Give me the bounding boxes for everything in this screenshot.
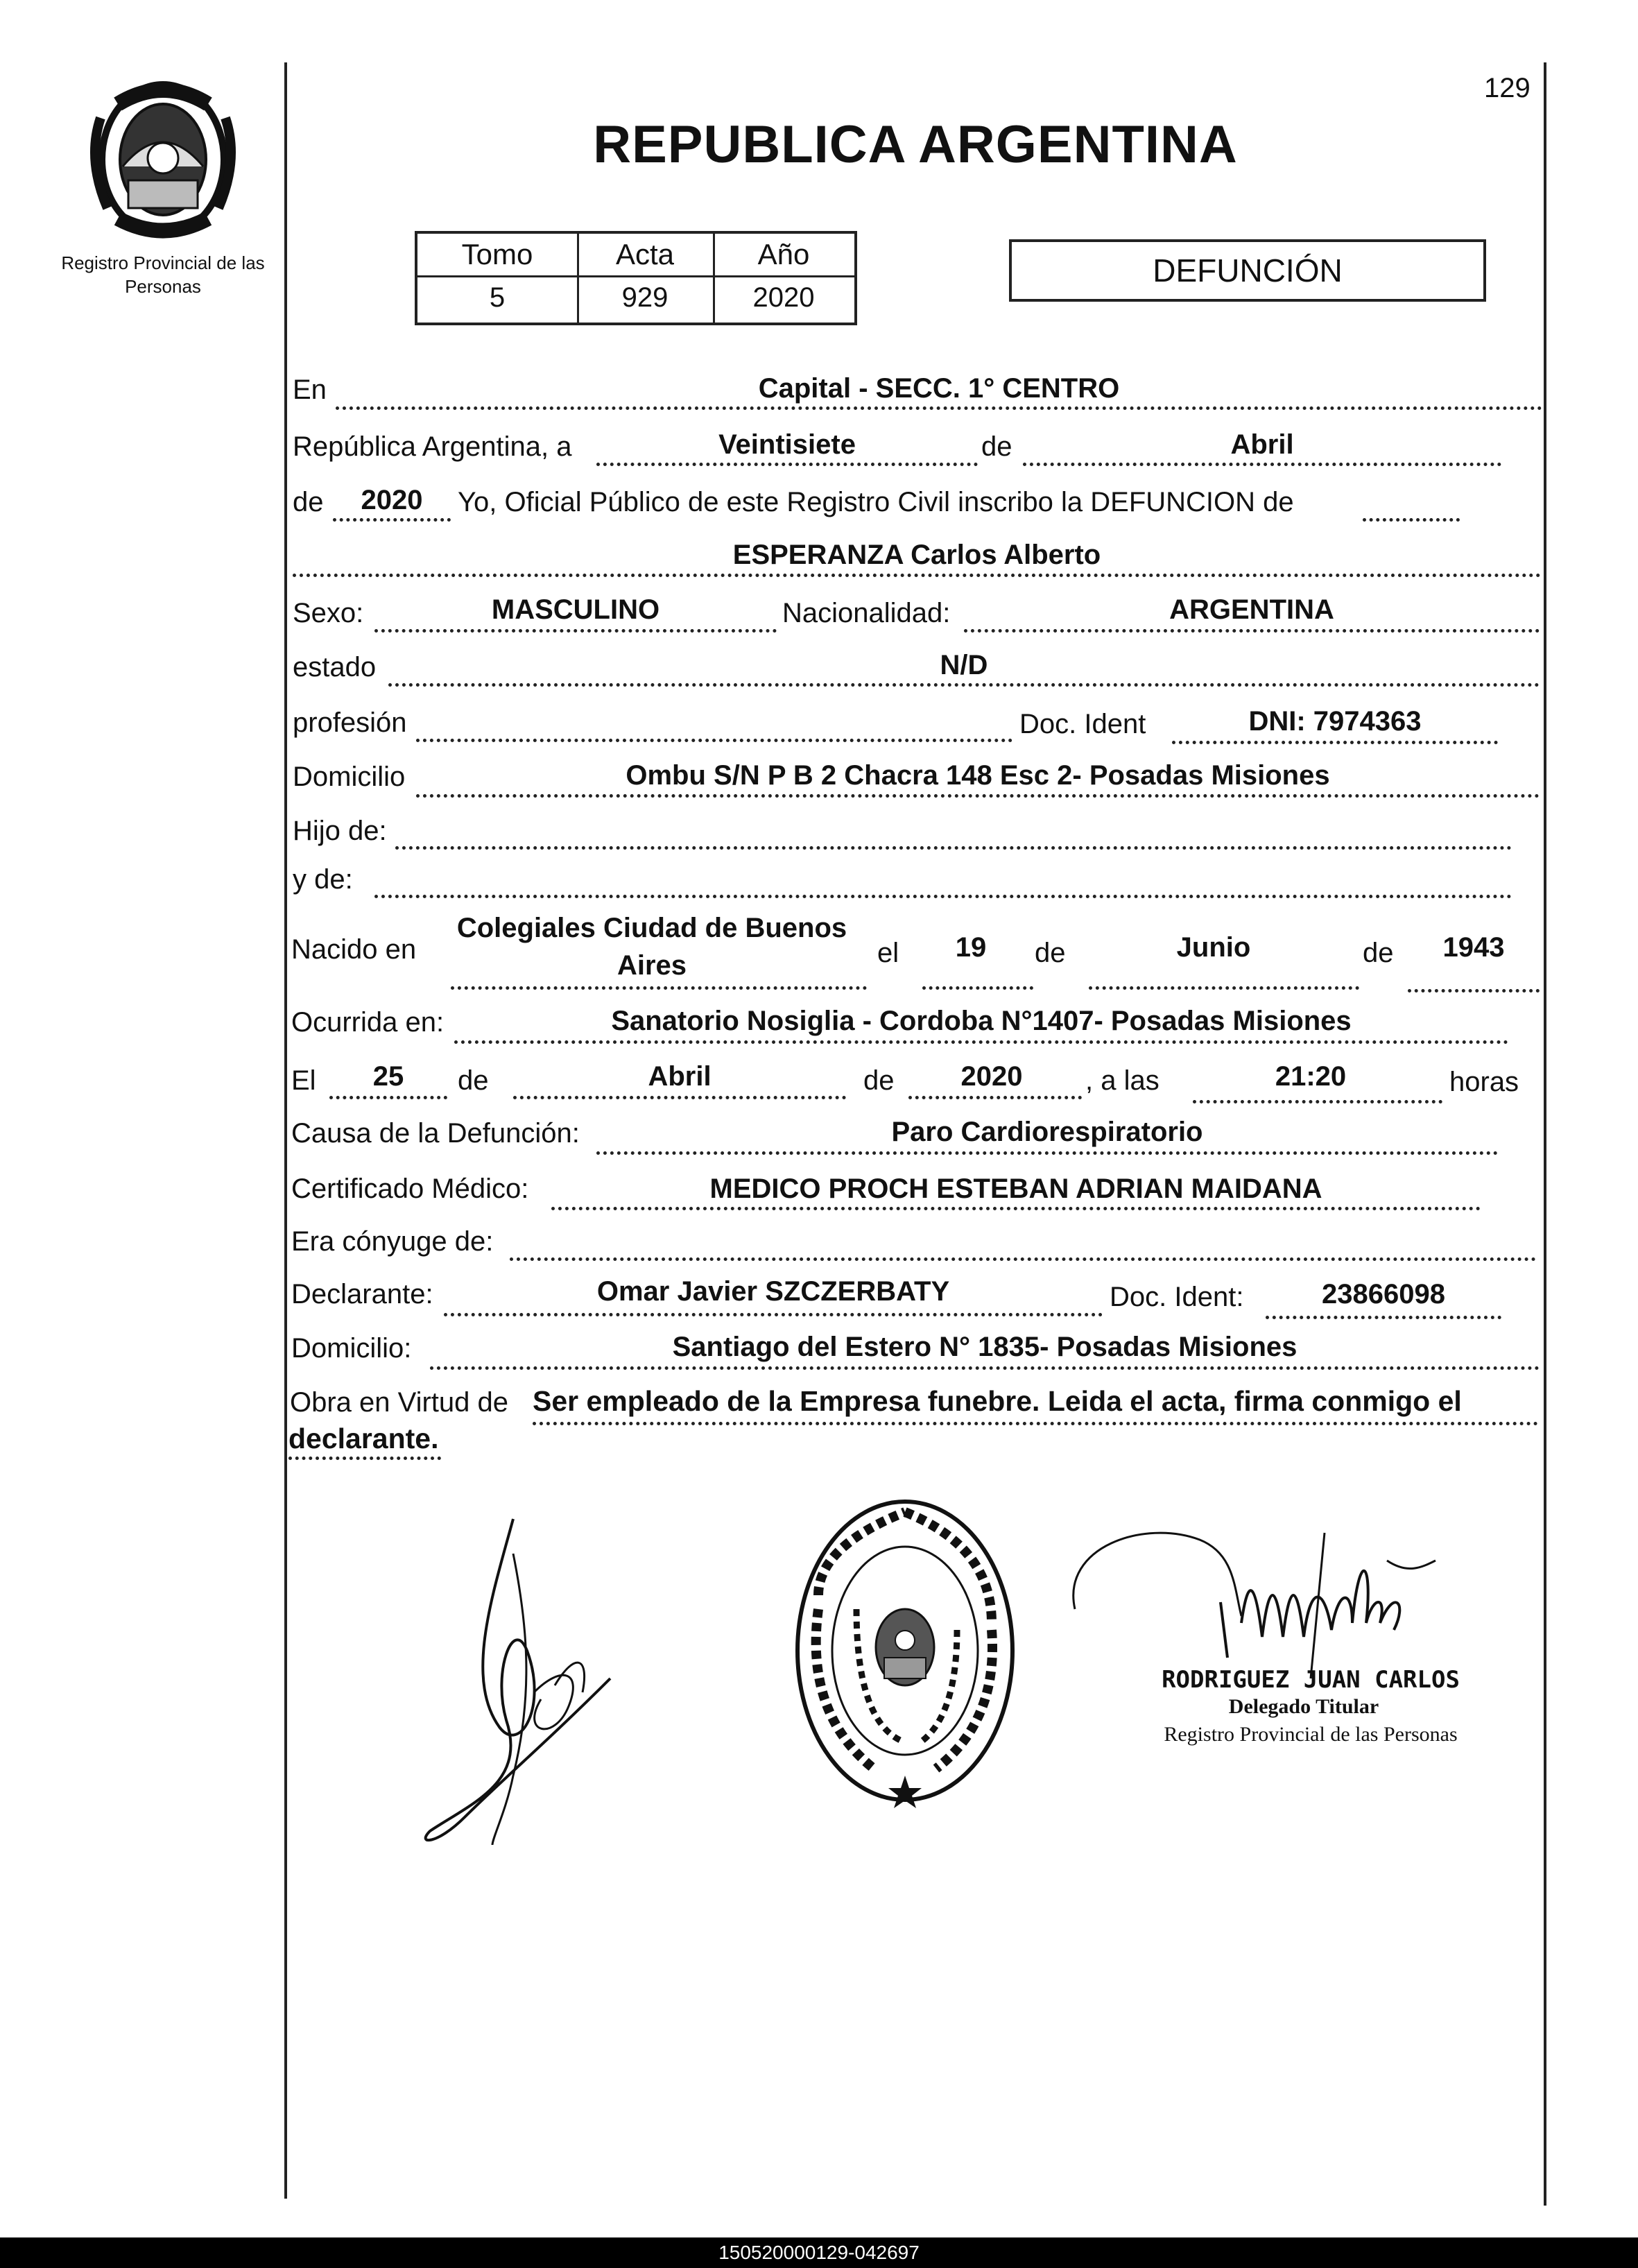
hijo-label: Hijo de: — [293, 816, 387, 846]
ocurrida-value: Sanatorio Nosiglia - Cordoba N°1407- Posadas Misiones — [611, 1006, 1352, 1036]
birth-place-line2: Aires — [617, 950, 687, 981]
de4-label: de — [1363, 938, 1394, 968]
official-signature — [1061, 1519, 1470, 1685]
death-time: 21:20 — [1275, 1061, 1347, 1092]
official-office: Registro Provincial de las Personas — [1164, 1723, 1458, 1746]
record-type: DEFUNCIÓN — [1153, 252, 1343, 289]
obra-label: Obra en Virtud de — [290, 1387, 509, 1418]
causa-label: Causa de la Defunción: — [291, 1118, 580, 1149]
nacionalidad-label: Nacionalidad: — [782, 598, 951, 628]
conyuge-label: Era cónyuge de: — [291, 1226, 494, 1257]
birth-year: 1943 — [1442, 932, 1505, 963]
right-margin-line — [1544, 62, 1546, 2206]
nacionalidad-value: ARGENTINA — [1169, 594, 1334, 625]
provincial-coat-of-arms — [87, 76, 239, 243]
anio-header: Año — [757, 238, 810, 270]
anio-value: 2020 — [752, 282, 815, 313]
death-month: Abril — [648, 1061, 712, 1092]
page-title: REPUBLICA ARGENTINA — [593, 115, 1238, 174]
causa-value: Paro Cardiorespiratorio — [891, 1117, 1203, 1147]
day-text: Veintisiete — [718, 429, 856, 460]
birth-place-line1: Colegiales Ciudad de Buenos — [456, 913, 847, 943]
yde-label: y de: — [293, 864, 353, 895]
estado-value: N/D — [940, 650, 988, 680]
estado-label: estado — [293, 652, 377, 682]
doc-ident2-value: 23866098 — [1322, 1279, 1445, 1309]
acta-value: 929 — [621, 282, 669, 313]
de-label: de — [981, 431, 1012, 462]
doc-ident-value: DNI: 7974363 — [1248, 706, 1422, 737]
el2-label: El — [291, 1065, 316, 1096]
certificado-value: MEDICO PROCH ESTEBAN ADRIAN MAIDANA — [709, 1174, 1322, 1204]
acta-header: Acta — [615, 238, 675, 270]
year: 2020 — [361, 485, 423, 515]
de3-label: de — [1035, 938, 1066, 968]
doc-ident2-label: Doc. Ident: — [1110, 1282, 1244, 1312]
death-day: 25 — [372, 1061, 404, 1092]
registry-stamp — [791, 1491, 1019, 1810]
de5-label: de — [458, 1065, 489, 1096]
obra-value-line1: Ser empleado de la Empresa funebre. Leida el acta, firma conmigo el — [533, 1385, 1462, 1417]
domicilio2-value: Santiago del Estero N° 1835- Posadas Misiones — [672, 1332, 1298, 1362]
de2-label: de — [293, 487, 324, 517]
declarant-signature — [409, 1512, 631, 1852]
month-text: Abril — [1230, 429, 1294, 460]
declarante-value: Omar Javier SZCZERBATY — [596, 1276, 950, 1307]
record-type-box — [1009, 239, 1486, 302]
nacido-label: Nacido en — [291, 934, 417, 965]
sexo-value: MASCULINO — [491, 594, 660, 625]
de6-label: de — [863, 1065, 895, 1096]
registry-name: Registro Provincial de las Personas — [61, 252, 265, 297]
deceased-name: ESPERANZA Carlos Alberto — [732, 540, 1101, 570]
left-margin-line — [284, 62, 287, 2199]
domicilio-value: Ombu S/N P B 2 Chacra 148 Esc 2- Posadas Misiones — [626, 760, 1330, 791]
birth-day: 19 — [955, 932, 987, 963]
republica-label: República Argentina, a — [293, 431, 572, 462]
domicilio-label: Domicilio — [293, 762, 406, 792]
alas-label: , a las — [1085, 1065, 1159, 1096]
certificado-label: Certificado Médico: — [291, 1174, 529, 1204]
official-title: Delegado Titular — [1228, 1695, 1379, 1718]
en-label: En — [293, 375, 327, 405]
official-text: Yo, Oficial Público de este Registro Civil inscribo la DEFUNCION de — [458, 487, 1294, 517]
death-year: 2020 — [960, 1061, 1023, 1092]
doc-ident-label: Doc. Ident — [1019, 709, 1146, 739]
declarante-label: Declarante: — [291, 1279, 433, 1309]
page-number: 129 — [1484, 73, 1531, 103]
sexo-label: Sexo: — [293, 598, 364, 628]
tomo-value: 5 — [489, 282, 506, 313]
en-value: Capital - SECC. 1° CENTRO — [758, 373, 1120, 404]
official-name: RODRIGUEZ JUAN CARLOS — [1162, 1666, 1460, 1694]
profesion-label: profesión — [293, 707, 407, 738]
horas-label: horas — [1449, 1067, 1519, 1097]
birth-month: Junio — [1176, 932, 1251, 963]
obra-value-line2: declarante. — [288, 1423, 439, 1454]
domicilio2-label: Domicilio: — [291, 1333, 412, 1364]
ocurrida-label: Ocurrida en: — [291, 1007, 445, 1038]
tomo-header: Tomo — [461, 238, 533, 270]
record-table — [415, 231, 857, 325]
el-label: el — [877, 938, 899, 968]
footer-barcode-text: 150520000129-042697 — [0, 2237, 1638, 2268]
